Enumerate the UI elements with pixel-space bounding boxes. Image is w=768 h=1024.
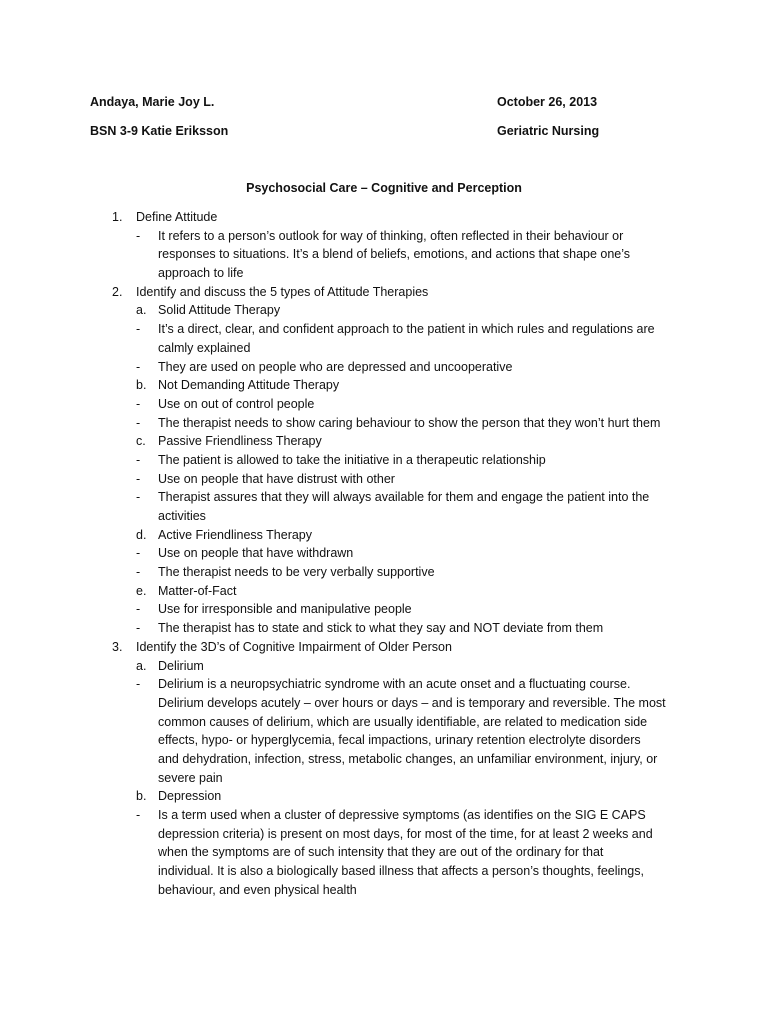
line-text: Define Attitude	[136, 210, 218, 224]
list-item	[0, 657, 768, 676]
list-item	[0, 488, 768, 507]
list-item	[0, 582, 768, 601]
list-marker: b.	[136, 789, 147, 804]
line-text: Identify the 3D’s of Cognitive Impairment of Older Person	[136, 639, 452, 654]
list-item	[0, 787, 768, 806]
list-item	[0, 470, 768, 489]
line-text: approach to life	[158, 266, 244, 281]
list-item	[0, 675, 768, 694]
list-item-continuation	[0, 731, 768, 750]
line-text: Active Friendliness Therapy	[158, 527, 313, 542]
list-item-continuation	[0, 769, 768, 788]
line-text: Identify and discuss the 5 types of Attitude Therapies	[136, 284, 429, 299]
line-text: Matter-of-Fact	[158, 583, 237, 598]
line-text: Use on people that have withdrawn	[158, 546, 354, 561]
list-marker: a.	[136, 658, 147, 673]
list-marker: -	[136, 490, 141, 505]
list-item-continuation	[0, 713, 768, 732]
line-text: behaviour, and even physical health	[158, 882, 357, 897]
list-marker: -	[136, 471, 141, 486]
line-text: individual. It is also a biologically based illness that affects a person’s thoughts, feelings,	[158, 864, 644, 879]
list-item-continuation	[0, 339, 768, 358]
list-marker: -	[136, 228, 141, 243]
line-text: responses to situations. It’s a blend of beliefs, emotions, and actions that shape one’s	[158, 247, 631, 262]
list-item	[0, 432, 768, 451]
list-marker: -	[136, 322, 141, 337]
line-text: Use on out of control people	[158, 396, 315, 411]
list-item	[0, 414, 768, 433]
list-item-continuation	[0, 862, 768, 881]
numbered-item	[0, 208, 768, 227]
line-text: The patient is allowed to take the initiative in a therapeutic relationship	[158, 452, 546, 467]
student-name: Andaya, Marie Joy L.	[90, 95, 215, 109]
line-text: They are used on people who are depressed and uncooperative	[158, 359, 513, 374]
list-item	[0, 544, 768, 563]
line-text: Passive Friendliness Therapy	[158, 434, 322, 449]
line-text: severe pain	[158, 770, 223, 785]
line-text: Solid Attitude Therapy	[158, 303, 281, 318]
line-text: The therapist needs to be very verbally supportive	[158, 565, 435, 580]
list-item-continuation	[0, 750, 768, 769]
student-section: BSN 3-9 Katie Eriksson	[90, 124, 229, 138]
document-body	[0, 208, 768, 899]
list-item	[0, 563, 768, 582]
list-marker: -	[136, 546, 141, 561]
line-text: and dehydration, infection, stress, metabolic changes, an unfamiliar environment, injury, or	[158, 751, 658, 766]
list-item	[0, 600, 768, 619]
list-item-continuation	[0, 245, 768, 264]
list-item	[0, 395, 768, 414]
line-text: effects, hypo- or hyperglycemia, fecal impactions, urinary retention electrolyte disorders	[158, 733, 641, 748]
list-marker: 1.	[112, 210, 123, 224]
list-item	[0, 376, 768, 395]
list-marker: -	[136, 565, 141, 580]
line-text: depression criteria) is present on most days, for most of the time, for at least 2 weeks and	[158, 826, 653, 841]
list-marker: -	[136, 621, 141, 636]
list-item	[0, 806, 768, 825]
list-marker: -	[136, 602, 141, 617]
line-text: It’s a direct, clear, and confident approach to the patient in which rules and regulations are	[158, 322, 655, 337]
list-item-continuation	[0, 843, 768, 862]
numbered-item	[0, 638, 768, 657]
line-text: The therapist has to state and stick to what they say and NOT deviate from them	[158, 621, 604, 636]
line-text: Therapist assures that they will always available for them and engage the patient into the	[158, 490, 650, 505]
line-text: Use on people that have distrust with other	[158, 471, 395, 486]
list-item-continuation	[0, 694, 768, 713]
line-text: Delirium develops acutely – over hours or days – and is temporary and reversible. The most	[158, 695, 666, 710]
list-item-continuation	[0, 825, 768, 844]
list-marker: -	[136, 415, 141, 430]
list-item	[0, 320, 768, 339]
list-item	[0, 526, 768, 545]
list-marker: e.	[136, 583, 147, 598]
list-marker: -	[136, 396, 141, 411]
list-item-continuation	[0, 507, 768, 526]
list-item-continuation	[0, 264, 768, 283]
line-text: Depression	[158, 789, 222, 804]
list-item	[0, 619, 768, 638]
line-text: Is a term used when a cluster of depressive symptoms (as identifies on the SIG E CAPS	[158, 808, 646, 822]
line-text: Delirium	[158, 658, 204, 673]
line-text: It refers to a person’s outlook for way of thinking, often reflected in their behaviour or	[158, 228, 624, 243]
line-text: activities	[158, 509, 206, 523]
line-text: The therapist needs to show caring behaviour to show the person that they won’t hurt them	[158, 415, 661, 430]
document-date: October 26, 2013	[497, 95, 598, 109]
list-marker: -	[136, 677, 141, 692]
list-item-continuation	[0, 881, 768, 900]
line-text: Not Demanding Attitude Therapy	[158, 378, 340, 393]
list-marker: c.	[136, 434, 146, 449]
list-marker: b.	[136, 378, 147, 393]
list-item	[0, 301, 768, 320]
list-marker: 2.	[112, 284, 123, 299]
numbered-item	[0, 283, 768, 302]
line-text: Use for irresponsible and manipulative people	[158, 602, 412, 617]
list-item	[0, 358, 768, 377]
line-text: calmly explained	[158, 340, 251, 355]
list-marker: a.	[136, 303, 147, 318]
document-title: Psychosocial Care – Cognitive and Perception	[246, 181, 522, 195]
list-marker: 3.	[112, 639, 123, 654]
list-item	[0, 227, 768, 246]
course-subject: Geriatric Nursing	[497, 124, 600, 138]
line-text: Delirium is a neuropsychiatric syndrome with an acute onset and a fluctuating course.	[158, 677, 631, 692]
list-item	[0, 451, 768, 470]
list-marker: -	[136, 452, 141, 467]
list-marker: -	[136, 808, 141, 822]
list-marker: d.	[136, 527, 147, 542]
list-marker: -	[136, 359, 141, 374]
line-text: common causes of delirium, which are usually identifiable, are related to medication side	[158, 714, 648, 729]
line-text: when the symptoms are of such intensity that they are out of the ordinary for that	[158, 845, 604, 860]
